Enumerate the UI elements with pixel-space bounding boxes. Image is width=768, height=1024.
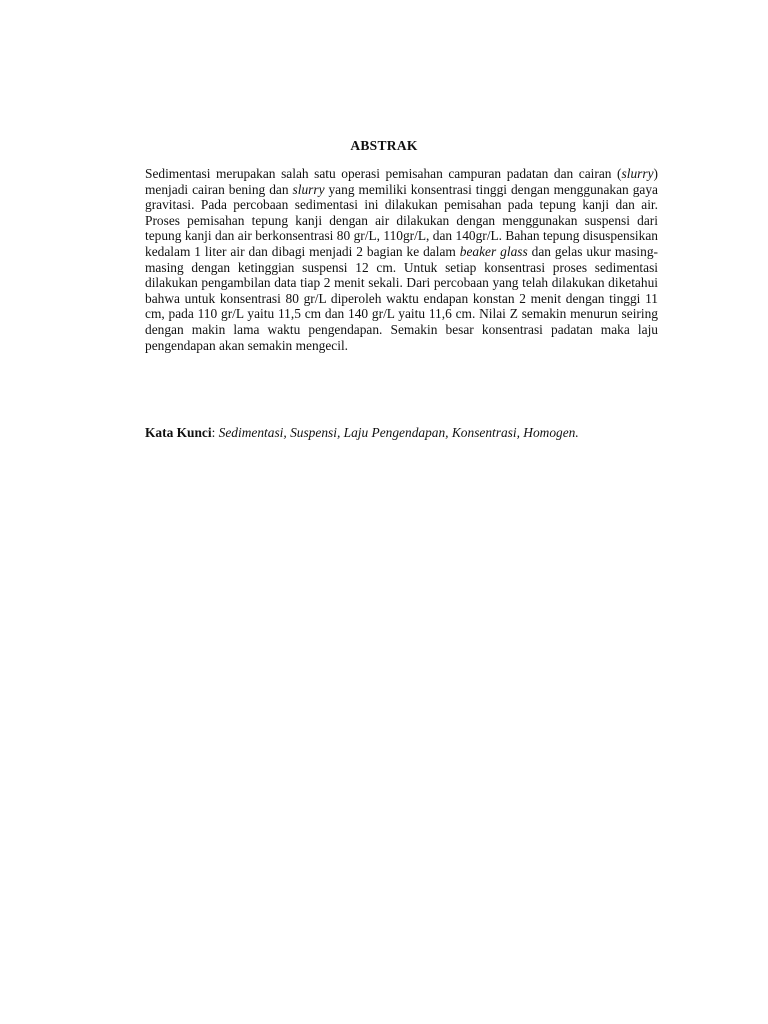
- keywords-separator: :: [211, 425, 219, 440]
- abstract-text-3: yang memiliki konsentrasi tinggi dengan menggunakan gaya gravitasi. Pada percobaan sedimentasi ini dilakukan pemisahan pada tepung kanji dan air. Proses pemisahan tepung kanji dengan air dilakukan dengan menggunakan suspensi dari tepung kanji dan air berkonsentrasi 80 gr/L, 110gr/L, dan 140gr/L. Bahan tepung disuspensikan kedalam 1 liter air dan dibagi menjadi 2 bagian ke dalam: [145, 181, 658, 259]
- abstract-text-4: dan gelas ukur masing-masing dengan ketinggian suspensi 12 cm. Untuk setiap konsentrasi proses sedimentasi dilakukan pengambilan data tiap 2 menit sekali. Dari percobaan yang telah dilakukan diketahui bahwa untuk konsentrasi 80 gr/L diperoleh waktu endapan konstan 2 menit dengan tinggi 11 cm, pada 110 gr/L yaitu 11,5 cm dan 140 gr/L yaitu 11,6 cm. Nilai Z semakin menurun seiring dengan makin lama waktu pengendapan. Semakin besar konsentrasi padatan maka laju pengendapan akan semakin mengecil.: [145, 243, 658, 353]
- keywords-line: [145, 425, 665, 441]
- abstract-text-1: Sedimentasi merupakan salah satu operasi pemisahan campuran padatan dan cairan (: [145, 166, 622, 181]
- term-slurry-1: slurry: [621, 166, 654, 181]
- term-beaker-glass: beaker glass: [459, 243, 528, 259]
- abstract-title: ABSTRAK: [350, 138, 418, 153]
- abstract-text-2: ) menjadi cairan bening dan: [145, 166, 658, 197]
- term-slurry-2: slurry: [292, 181, 325, 197]
- keywords-label: Kata Kunci: [145, 425, 212, 440]
- keywords-values: Sedimentasi, Suspensi, Laju Pengendapan, Konsentrasi, Homogen.: [218, 425, 579, 440]
- abstract-paragraph: [145, 166, 658, 353]
